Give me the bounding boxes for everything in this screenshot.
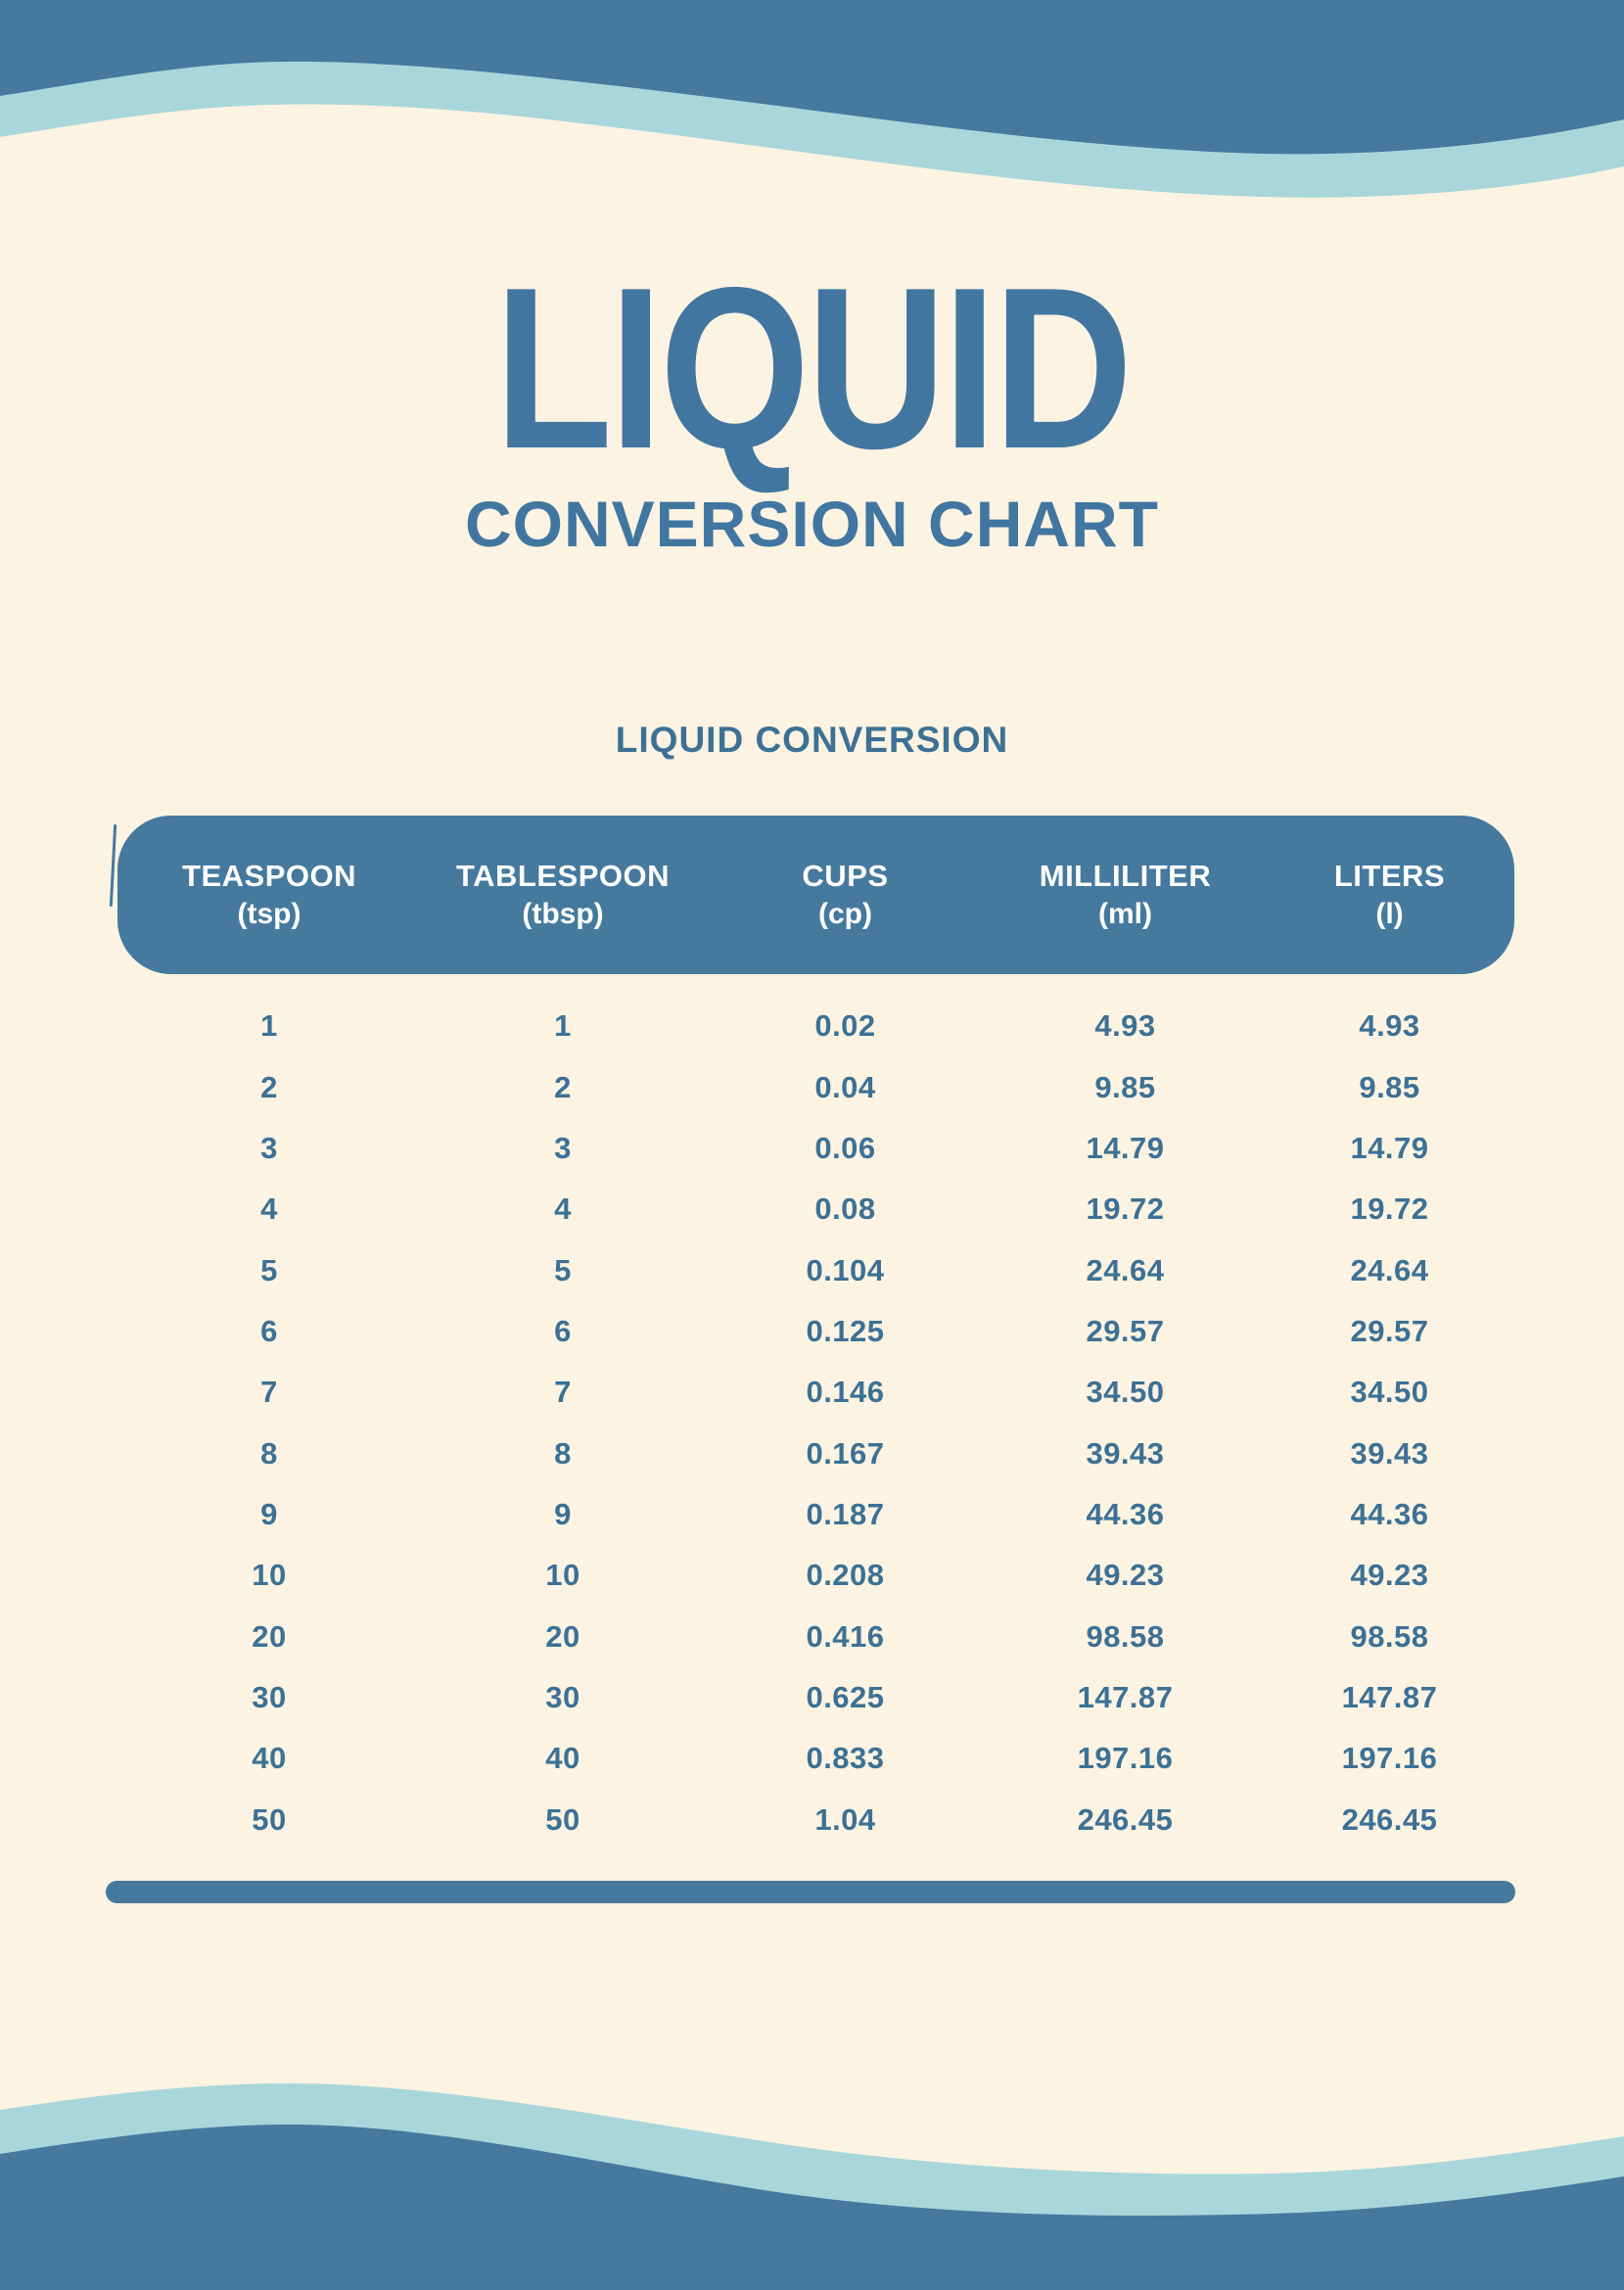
- column-label: MILLILITER: [1039, 859, 1212, 893]
- table-cell: 0.167: [806, 1435, 885, 1471]
- table-cell: 39.43: [1086, 1435, 1165, 1471]
- table-row: [117, 1667, 1514, 1728]
- bottom-wave-decoration: [0, 1996, 1624, 2290]
- table-cell: 0.08: [814, 1192, 876, 1227]
- table-row: [117, 1423, 1514, 1483]
- table-cell: 2: [554, 1069, 572, 1104]
- column-unit: (ml): [1098, 898, 1152, 930]
- table-cell: 197.16: [1341, 1741, 1438, 1776]
- table-cell: 0.208: [806, 1558, 885, 1593]
- column-label: TEASPOON: [182, 859, 356, 893]
- table-cell: 4.93: [1094, 1008, 1156, 1044]
- table-cell: 20: [545, 1618, 580, 1654]
- column-label: LITERS: [1333, 859, 1446, 893]
- table-cell: 50: [545, 1801, 580, 1837]
- table-cell: 44.36: [1350, 1496, 1429, 1531]
- table-cell: 246.45: [1341, 1801, 1438, 1837]
- table-cell: 20: [252, 1618, 287, 1654]
- table-cell: 6: [260, 1313, 278, 1348]
- table-row: [117, 1362, 1514, 1423]
- table-cell: 98.58: [1086, 1618, 1165, 1654]
- table-cell: 24.64: [1086, 1252, 1165, 1287]
- table-cell: 34.50: [1086, 1375, 1165, 1410]
- table-cell: 0.416: [806, 1618, 885, 1654]
- table-cell: 7: [260, 1375, 278, 1410]
- table-header: [117, 816, 1514, 974]
- section-heading: LIQUID CONVERSION: [615, 720, 1009, 760]
- table-cell: 0.187: [806, 1496, 885, 1531]
- table-cell: 44.36: [1086, 1496, 1165, 1531]
- table-row: [117, 1118, 1514, 1179]
- table-row: [117, 1728, 1514, 1789]
- table-row: [117, 996, 1514, 1056]
- page-title: LIQUID: [494, 239, 1130, 496]
- table-row: [117, 1789, 1514, 1849]
- table-cell: 147.87: [1341, 1679, 1438, 1714]
- table-cell: 19.72: [1350, 1192, 1429, 1227]
- table-row: [117, 1301, 1514, 1362]
- table-cell: 29.57: [1350, 1313, 1429, 1348]
- table-cell: 34.50: [1350, 1375, 1429, 1410]
- table-cell: 0.02: [814, 1008, 876, 1044]
- table-cell: 4: [260, 1192, 278, 1227]
- table-cell: 9.85: [1359, 1069, 1420, 1104]
- table-cell: 40: [545, 1741, 580, 1776]
- table-bottom-rule: [106, 1881, 1515, 1903]
- table-cell: 4.93: [1359, 1008, 1420, 1044]
- column-label: TABLESPOON: [456, 859, 670, 893]
- table-cell: 39.43: [1350, 1435, 1429, 1471]
- top-wave-decoration: [0, 0, 1624, 225]
- table-cell: 0.625: [806, 1679, 885, 1714]
- table-cell: 0.833: [806, 1741, 885, 1776]
- table-cell: 5: [554, 1252, 572, 1287]
- table-cell: 29.57: [1086, 1313, 1165, 1348]
- table-row: [117, 1545, 1514, 1606]
- table-cell: 0.125: [806, 1313, 885, 1348]
- table-cell: 9: [554, 1496, 572, 1531]
- table-cell: 3: [554, 1130, 572, 1165]
- table-cell: 1: [554, 1008, 572, 1044]
- table-cell: 0.04: [814, 1069, 876, 1104]
- table-cell: 6: [554, 1313, 572, 1348]
- table-cell: 49.23: [1350, 1558, 1429, 1593]
- table-row: [117, 1239, 1514, 1300]
- table-cell: 4: [554, 1192, 572, 1227]
- table-cell: 3: [260, 1130, 278, 1165]
- table-cell: 49.23: [1086, 1558, 1165, 1593]
- header-edge-line: [110, 824, 116, 907]
- table-cell: 0.06: [814, 1130, 876, 1165]
- table-cell: 10: [252, 1558, 287, 1593]
- table-cell: 8: [554, 1435, 572, 1471]
- column-label: CUPS: [802, 859, 889, 893]
- table-cell: 9.85: [1094, 1069, 1156, 1104]
- table-cell: 24.64: [1350, 1252, 1429, 1287]
- table-cell: 2: [260, 1069, 278, 1104]
- column-unit: (tsp): [237, 898, 302, 930]
- table-cell: 5: [260, 1252, 278, 1287]
- table-cell: 14.79: [1086, 1130, 1165, 1165]
- table-cell: 8: [260, 1435, 278, 1471]
- table-cell: 30: [545, 1679, 580, 1714]
- column-header-milliliter: [986, 816, 1265, 974]
- table-cell: 147.87: [1077, 1679, 1174, 1714]
- table-cell: 197.16: [1077, 1741, 1174, 1776]
- page-subtitle: CONVERSION CHART: [464, 488, 1160, 560]
- table-cell: 246.45: [1077, 1801, 1174, 1837]
- table-cell: 19.72: [1086, 1192, 1165, 1227]
- table-cell: 14.79: [1350, 1130, 1429, 1165]
- table-cell: 30: [252, 1679, 287, 1714]
- column-header-tablespoon: [421, 816, 705, 974]
- table-cell: 40: [252, 1741, 287, 1776]
- column-header-teaspoon: [117, 816, 421, 974]
- table-row: [117, 1056, 1514, 1117]
- column-unit: (cp): [818, 898, 872, 930]
- table-cell: 1.04: [814, 1801, 876, 1837]
- table-row: [117, 1606, 1514, 1666]
- column-unit: (tbsp): [522, 898, 604, 930]
- table-cell: 1: [260, 1008, 278, 1044]
- table-cell: 7: [554, 1375, 572, 1410]
- table-cell: 50: [252, 1801, 287, 1837]
- column-header-cups: [705, 816, 986, 974]
- table-cell: 10: [545, 1558, 580, 1593]
- table-row: [117, 1484, 1514, 1545]
- table-cell: 98.58: [1350, 1618, 1429, 1654]
- table-body: [117, 996, 1514, 1850]
- table-row: [117, 1179, 1514, 1239]
- table-cell: 0.104: [806, 1252, 885, 1287]
- table-cell: 0.146: [806, 1375, 885, 1410]
- column-header-liters: [1265, 816, 1514, 974]
- column-unit: (l): [1375, 898, 1404, 930]
- table-cell: 9: [260, 1496, 278, 1531]
